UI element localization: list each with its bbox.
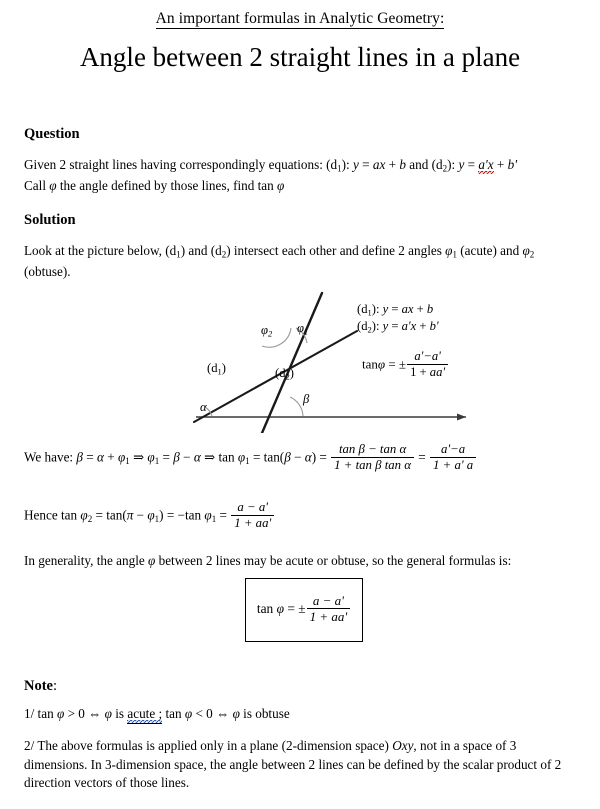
figure-eq-d1-equals: = [388, 302, 402, 316]
hence-eq-2: = [216, 507, 231, 523]
solution-d2-subscript: 2 [221, 249, 227, 260]
figure-phi2-text: φ [261, 323, 268, 337]
figure-label-alpha [200, 400, 207, 415]
generality-phi: φ [148, 553, 156, 568]
var-y-1: y [353, 157, 359, 172]
var-phi-1: φ [49, 177, 57, 193]
hence-denominator: 1 + aa' [234, 516, 272, 531]
solution-phi1-subscript: 1 [452, 249, 457, 260]
hence-close: ) = −tan [159, 507, 205, 523]
figure-tan-label: tan [362, 356, 378, 372]
note2-text-1: 2/ The above formulas is applied only in a plane (2-dimension space) [24, 738, 393, 753]
deriv-implies-2: ⇒ [200, 449, 219, 465]
figure-tan-den-aa: aa' [429, 364, 446, 379]
figure-tan-equals: = ± [385, 356, 407, 372]
boxed-numerator: a − a' [307, 593, 351, 609]
figure-phi1-text: φ [297, 321, 304, 335]
question-line-2 [24, 176, 580, 195]
plus-2: + [493, 157, 508, 172]
generality-line [24, 551, 580, 570]
generality-text-1: In generality, the angle [24, 553, 149, 568]
question-text-4: ): [447, 157, 459, 172]
solution-text-4: (acute) and [456, 243, 523, 258]
deriv-fraction-1 [331, 442, 414, 473]
figure-eq-d2-plus: + [416, 319, 430, 333]
figure-d2-open: (d [275, 366, 286, 380]
note-item-1 [24, 706, 290, 722]
figure-beta-text: β [303, 392, 310, 406]
figure-eq-d1-colon: ): [371, 302, 383, 316]
hence-minus: − [133, 507, 148, 523]
figure-label-beta [303, 392, 309, 407]
solution-text-1: Look at the picture below, (d [24, 243, 177, 258]
boxed-equals: = ± [284, 601, 306, 617]
figure-eq-d2-open: (d [357, 319, 368, 333]
geometry-figure [0, 288, 600, 433]
solution-text-2: ) and (d [180, 243, 222, 258]
var-phi-2: φ [277, 177, 285, 193]
figure-label-d2 [275, 366, 294, 381]
figure-eq-d1-y: y [382, 302, 389, 316]
figure-equation-d1 [357, 301, 433, 319]
question-text-2: ): [341, 157, 353, 172]
note-heading-text: Note [24, 678, 53, 694]
deriv-fraction-2 [430, 442, 476, 473]
hence-numerator: a − a' [231, 500, 274, 516]
deriv-eq-1: = [82, 449, 98, 465]
figure-eq-d2-bprime: b' [429, 319, 439, 333]
hence-label: Hence tan [24, 507, 81, 523]
deriv-eq-4: = [415, 449, 430, 465]
figure-alpha-text: α [200, 400, 207, 414]
figure-tan-numerator: a'−a' [407, 349, 448, 365]
note1-text-4: is obtuse [239, 706, 290, 721]
solution-text-5: (obtuse). [24, 263, 71, 279]
deriv-frac1-num: tan β − tan α [331, 442, 414, 458]
figure-eq-d2-colon: ): [371, 319, 383, 333]
figure-tan-formula [362, 350, 449, 381]
figure-equation-d2 [357, 318, 439, 336]
deriv-phi1-1: φ [117, 449, 126, 465]
figure-label-phi2 [261, 323, 272, 338]
deriv-phi1-sub-1: 1 [125, 456, 130, 467]
note1-text-2: is [111, 706, 128, 721]
document-subtitle-text: An important formulas in Analytic Geometry: [155, 10, 445, 27]
deriv-minus-2: − [290, 449, 305, 465]
figure-eq-d1-open: (d [357, 302, 368, 316]
var-b: b [399, 157, 406, 172]
deriv-minus-1: − [179, 449, 194, 465]
figure-eq-d2-equals: = [388, 319, 402, 333]
deriv-beta-3: β [284, 449, 291, 465]
hence-phi1-sub: 1 [154, 514, 160, 525]
expr-ax: ax [372, 157, 386, 172]
deriv-implies-1: ⇒ [129, 449, 148, 465]
note-item-2 [24, 737, 582, 793]
deriv-eq-3: = tan( [249, 449, 285, 465]
figure-eq-d1-plus: + [413, 302, 427, 316]
figure-phi2-subscript: 2 [267, 328, 273, 339]
solution-text-3: ) intersect each other and define 2 angles [226, 243, 446, 258]
deriv-close-1: ) = [311, 449, 331, 465]
var-b-prime: b' [507, 157, 518, 172]
hence-fraction [231, 500, 274, 531]
geometry-diagram-svg [0, 288, 600, 433]
figure-tan-phi: φ [377, 356, 386, 372]
deriv-alpha-2: α [193, 449, 201, 465]
note1-gt: > 0 ⇔ [64, 706, 105, 721]
hence-phi2-sub: 2 [87, 514, 93, 525]
figure-eq-d2-y: y [382, 319, 389, 333]
d1-subscript: 1 [337, 163, 342, 174]
boxed-phi: φ [276, 601, 284, 617]
plus-1: + [385, 157, 400, 172]
generality-text-2: between 2 lines may be acute or obtuse, so the general formulas is: [155, 553, 512, 568]
equals-1: = [358, 157, 373, 172]
note-heading [24, 678, 57, 695]
solution-phi1: φ [445, 243, 453, 258]
boxed-formula-content [257, 594, 351, 626]
solution-phi2-subscript: 2 [529, 249, 535, 260]
var-y-2: y [458, 157, 465, 172]
note2-oxy: Oxy [392, 738, 414, 753]
question-text-6: the angle defined by those lines, find tan [56, 177, 278, 193]
note1-phi-4: φ [232, 706, 240, 721]
deriv-beta-2: β [173, 449, 180, 465]
page-title: Angle between 2 straight lines in a plane [79, 42, 521, 72]
hence-phi1-b-sub: 1 [211, 514, 217, 525]
question-text-1: Given 2 straight lines having correspondingly equations: (d [24, 157, 338, 172]
equals-2: = [464, 157, 479, 172]
d2-subscript: 2 [442, 163, 448, 174]
hence-phi1-b: φ [204, 507, 212, 523]
x-axis-arrowhead [457, 414, 466, 421]
solution-phi2: φ [522, 243, 530, 258]
figure-tan-den-one: 1 + [410, 364, 430, 379]
deriv-beta-1: β [76, 449, 83, 465]
note2-text-2: , not in a space of 3 dimensions. In 3-dimension space, the angle between 2 lines can be defined by the scalar product of 2 direction vectors of those lines. [24, 738, 562, 791]
solution-heading: Solution [24, 212, 76, 228]
deriv-alpha-3: α [304, 449, 312, 465]
question-text-3: and (d [405, 157, 443, 172]
expr-a-prime-x: a'x [478, 157, 494, 172]
line-d2 [262, 293, 322, 433]
note1-text-3: tan [162, 706, 185, 721]
hence-phi1: φ [147, 507, 155, 523]
angle-arc-beta [290, 397, 303, 416]
figure-eq-d2-subscript: 2 [367, 324, 372, 335]
solution-intro [24, 241, 580, 281]
boxed-fraction [307, 593, 351, 625]
figure-eq-d2-apx: a'x [401, 319, 417, 333]
question-text-5: Call [24, 177, 50, 193]
hence-phi2: φ [80, 507, 88, 523]
figure-eq-d1-ax: ax [401, 302, 414, 316]
deriv-phi1-3: φ [237, 449, 246, 465]
figure-label-phi1 [297, 321, 308, 336]
hence-pi: π [126, 507, 134, 523]
note1-text-1: 1/ tan [24, 706, 57, 721]
boxed-denominator: 1 + aa' [309, 609, 348, 625]
question-heading: Question [24, 126, 80, 142]
figure-tan-fraction [407, 349, 448, 380]
figure-eq-d1-b: b [426, 302, 434, 316]
derivation-we-have [24, 443, 477, 474]
solution-d1-subscript: 1 [176, 249, 181, 260]
boxed-tan: tan [256, 601, 277, 617]
deriv-eq-2: = [159, 449, 174, 465]
figure-d1-subscript: 1 [217, 366, 222, 377]
note1-phi-3: φ [184, 706, 193, 721]
question-line-1 [24, 155, 580, 176]
derivation-hence [24, 501, 275, 532]
boxed-formula [245, 578, 363, 642]
we-have-label: We have: [24, 449, 77, 465]
deriv-alpha-1: α [97, 449, 104, 465]
deriv-plus-1: + [103, 449, 118, 465]
figure-d2-close: ) [289, 366, 294, 380]
deriv-frac1-den: 1 + tan β tan α [334, 458, 411, 473]
note1-phi-2: φ [104, 706, 112, 721]
figure-d2-subscript: 2 [285, 371, 290, 382]
figure-tan-denominator [407, 365, 448, 380]
note-heading-colon: : [53, 678, 58, 694]
note1-phi-1: φ [56, 706, 65, 721]
question-body [24, 155, 580, 195]
figure-d1-open: (d [207, 361, 218, 375]
deriv-phi1-2: φ [147, 449, 155, 465]
note1-acute: acute ; [127, 706, 162, 724]
deriv-phi1-sub-3: 1 [245, 456, 250, 467]
deriv-phi1-sub-2: 1 [154, 456, 160, 467]
deriv-frac2-den: 1 + a' a [433, 458, 474, 473]
note1-lt: < 0 ⇔ [192, 706, 233, 721]
figure-d1-close: ) [221, 361, 226, 375]
deriv-frac2-num: a'−a [430, 442, 476, 458]
figure-phi1-subscript: 1 [303, 326, 309, 337]
figure-eq-d1-subscript: 1 [367, 307, 372, 318]
figure-label-d1 [207, 361, 226, 376]
deriv-tan-1: tan [218, 449, 238, 465]
document-subtitle [0, 10, 600, 28]
hence-eq-1: = tan( [92, 507, 127, 523]
